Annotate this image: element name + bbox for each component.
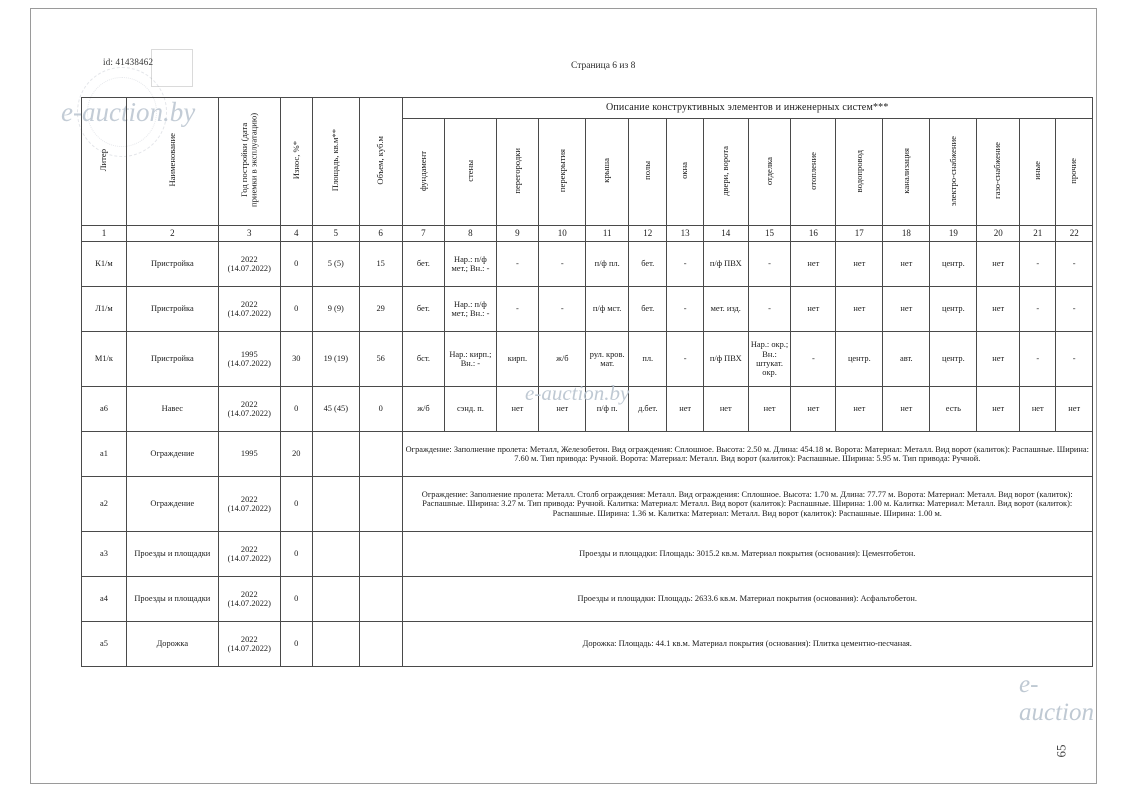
scan-artifact (151, 49, 193, 87)
colnum-5: 5 (312, 226, 359, 242)
cell-name: Пристройка (126, 332, 218, 387)
document-page (30, 8, 1097, 784)
cell-description: Дорожка: Площадь: 44.1 кв.м. Материал покрытия (основания): Плитка цементно-песчаная. (402, 622, 1092, 667)
cell-wear: 30 (280, 332, 312, 387)
cell-description: Проезды и площадки: Площадь: 3015.2 кв.м. Материал покрытия (основания): Цементобетон. (402, 532, 1092, 577)
cell-name: Проезды и площадки (126, 532, 218, 577)
header-wear: Износ, %* (280, 98, 312, 226)
cell-floor: бет. (629, 242, 667, 287)
watermark-top-left: e-auction.by (61, 97, 196, 127)
cell-gas: нет (977, 287, 1020, 332)
cell-gas: нет (977, 242, 1020, 287)
cell-walls: Нар.: п/ф мет.; Вн.: - (445, 287, 496, 332)
cell-wear: 0 (280, 387, 312, 432)
header-liter: Литер (82, 98, 127, 226)
header-heating: отопление (791, 119, 836, 226)
page-number-label: Страница 6 из 8 (571, 61, 636, 71)
cell-volume: 29 (359, 287, 402, 332)
header-roof: крыша (586, 119, 629, 226)
cell-year: 2022 (14.07.2022) (218, 477, 280, 532)
cell-windows: - (667, 287, 703, 332)
cell-roof: п/ф пл. (586, 242, 629, 287)
colnum-3: 3 (218, 226, 280, 242)
cell-walls: сэнд. п. (445, 387, 496, 432)
table-row (82, 532, 1093, 577)
table-row (82, 287, 1093, 332)
header-year: Год постройки (дата приемки в эксплуатацию) (218, 98, 280, 226)
colnum-22: 22 (1056, 226, 1093, 242)
cell-slabs: - (539, 287, 586, 332)
cell-gas: нет (977, 332, 1020, 387)
cell-year: 2022 (14.07.2022) (218, 387, 280, 432)
cell-floor: д.бет. (629, 387, 667, 432)
header-windows: окна (667, 119, 703, 226)
cell-name: Ограждение (126, 432, 218, 477)
colnum-6: 6 (359, 226, 402, 242)
cell-area: 45 (45) (312, 387, 359, 432)
header-partitions: перегородки (496, 119, 539, 226)
colnum-9: 9 (496, 226, 539, 242)
colnum-11: 11 (586, 226, 629, 242)
cell-liter: а4 (82, 577, 127, 622)
colnum-10: 10 (539, 226, 586, 242)
page-corner-number: 65 (1053, 744, 1069, 758)
header-area: Площадь, кв.м** (312, 98, 359, 226)
header-water-supply: водопровод (836, 119, 883, 226)
cell-year: 1995 (218, 432, 280, 477)
colnum-1: 1 (82, 226, 127, 242)
cell-year: 2022 (14.07.2022) (218, 577, 280, 622)
cell-sewer: авт. (883, 332, 930, 387)
header-doors-gates: двери, ворота (703, 119, 748, 226)
cell-area (312, 532, 359, 577)
table-header-group-row (82, 98, 1093, 119)
table-row (82, 387, 1093, 432)
cell-name: Проезды и площадки (126, 577, 218, 622)
colnum-17: 17 (836, 226, 883, 242)
cell-water: нет (836, 387, 883, 432)
cell-finishing: Нар.: окр.; Вн.: штукат. окр. (748, 332, 791, 387)
cell-heating: нет (791, 287, 836, 332)
cell-water: центр. (836, 332, 883, 387)
cell-partitions: нет (496, 387, 539, 432)
cell-roof: п/ф мст. (586, 287, 629, 332)
cell-doors: п/ф ПВХ (703, 332, 748, 387)
colnum-2: 2 (126, 226, 218, 242)
cell-liter: а2 (82, 477, 127, 532)
cell-windows: нет (667, 387, 703, 432)
cell-sewer: нет (883, 387, 930, 432)
cell-volume (359, 532, 402, 577)
cell-electricity: центр. (930, 287, 977, 332)
cell-liter: а5 (82, 622, 127, 667)
watermark-bottom-right: e-auction (1019, 671, 1094, 726)
cell-wear: 20 (280, 432, 312, 477)
cell-wear: 0 (280, 287, 312, 332)
cell-liter: Л1/м (82, 287, 127, 332)
cell-electricity: центр. (930, 332, 977, 387)
cell-volume (359, 432, 402, 477)
cell-water: нет (836, 242, 883, 287)
cell-gas: нет (977, 387, 1020, 432)
cell-heating: нет (791, 387, 836, 432)
header-electricity: электро-снабжение (930, 119, 977, 226)
cell-description: Ограждение: Заполнение пролета: Металл. Столб ограждения: Металл. Вид ограждения: Сплошное. Высота: 1.70 м. Длина: 77.77 м. Ворота: Материал: Металл. Вид ворот (калиток): Распашные. Ширина: 3.27 м. Тип привода: Ручной. Калитка: Материал: Металл. Вид ворот (калиток): Распашные. Ширина: 1.00 м. Калитка: Материал: Металл. Вид ворот (калиток): Распашные. Ширина: 1.36 м. Калитка: Материал: Металл. Вид ворот (калиток): Распашные. Ширина: 1.00 м. (402, 477, 1092, 532)
cell-sewer: нет (883, 242, 930, 287)
cell-wear: 0 (280, 577, 312, 622)
cell-liter: а6 (82, 387, 127, 432)
cell-area (312, 432, 359, 477)
header-foundation: фундамент (402, 119, 445, 226)
table-row (82, 577, 1093, 622)
colnum-20: 20 (977, 226, 1020, 242)
colnum-21: 21 (1020, 226, 1056, 242)
cell-wear: 0 (280, 532, 312, 577)
cell-other: - (1020, 287, 1056, 332)
header-construction-elements-group: Описание конструктивных элементов и инженерных систем*** (402, 98, 1092, 119)
cell-foundation: ж/б (402, 387, 445, 432)
cell-description: Проезды и площадки: Площадь: 2633.6 кв.м. Материал покрытия (основания): Асфальтобетон. (402, 577, 1092, 622)
cell-slabs: - (539, 242, 586, 287)
cell-volume (359, 577, 402, 622)
cell-finishing: нет (748, 387, 791, 432)
cell-area (312, 577, 359, 622)
cell-misc: - (1056, 242, 1093, 287)
header-gas-supply: газо-снабжение (977, 119, 1020, 226)
cell-sewer: нет (883, 287, 930, 332)
cell-roof: рул. кров. мат. (586, 332, 629, 387)
cell-slabs: ж/б (539, 332, 586, 387)
cell-electricity: есть (930, 387, 977, 432)
colnum-15: 15 (748, 226, 791, 242)
table-column-numbers-row (82, 226, 1093, 242)
cell-name: Ограждение (126, 477, 218, 532)
colnum-4: 4 (280, 226, 312, 242)
cell-electricity: центр. (930, 242, 977, 287)
cell-name: Дорожка (126, 622, 218, 667)
cell-volume: 0 (359, 387, 402, 432)
header-volume: Объем, куб.м (359, 98, 402, 226)
header-misc: прочие (1056, 119, 1093, 226)
cell-water: нет (836, 287, 883, 332)
colnum-13: 13 (667, 226, 703, 242)
cell-liter: а1 (82, 432, 127, 477)
header-walls: стены (445, 119, 496, 226)
header-sewerage: канализация (883, 119, 930, 226)
table-row (82, 242, 1093, 287)
cell-liter: К1/м (82, 242, 127, 287)
header-floors-slabs: перекрытия (539, 119, 586, 226)
cell-partitions: кирп. (496, 332, 539, 387)
colnum-7: 7 (402, 226, 445, 242)
header-finishing: отделка (748, 119, 791, 226)
cell-foundation: бет. (402, 287, 445, 332)
colnum-8: 8 (445, 226, 496, 242)
colnum-19: 19 (930, 226, 977, 242)
cell-name: Пристройка (126, 242, 218, 287)
cell-year: 2022 (14.07.2022) (218, 622, 280, 667)
cell-misc: - (1056, 287, 1093, 332)
cell-heating: - (791, 332, 836, 387)
cell-doors: мет. изд. (703, 287, 748, 332)
cell-name: Навес (126, 387, 218, 432)
document-id: id: 41438462 (103, 57, 154, 67)
cell-other: нет (1020, 387, 1056, 432)
table-row (82, 477, 1093, 532)
cell-foundation: бст. (402, 332, 445, 387)
cell-doors: нет (703, 387, 748, 432)
header-name: Наименование (126, 98, 218, 226)
header-other: иные (1020, 119, 1056, 226)
cell-name: Пристройка (126, 287, 218, 332)
cell-slabs: нет (539, 387, 586, 432)
table-row (82, 622, 1093, 667)
cell-partitions: - (496, 287, 539, 332)
cell-volume (359, 622, 402, 667)
header-floor: полы (629, 119, 667, 226)
cell-walls: Нар.: кирп.; Вн.: - (445, 332, 496, 387)
cell-area: 5 (5) (312, 242, 359, 287)
cell-other: - (1020, 332, 1056, 387)
technical-passport-table (81, 97, 1093, 667)
cell-doors: п/ф ПВХ (703, 242, 748, 287)
watermark-center: e-auction.by (525, 381, 630, 405)
colnum-14: 14 (703, 226, 748, 242)
cell-windows: - (667, 332, 703, 387)
cell-area: 19 (19) (312, 332, 359, 387)
cell-floor: пл. (629, 332, 667, 387)
cell-wear: 0 (280, 477, 312, 532)
cell-heating: нет (791, 242, 836, 287)
cell-finishing: - (748, 287, 791, 332)
cell-finishing: - (748, 242, 791, 287)
cell-year: 1995 (14.07.2022) (218, 332, 280, 387)
table-row (82, 332, 1093, 387)
cell-volume (359, 477, 402, 532)
cell-partitions: - (496, 242, 539, 287)
cell-wear: 0 (280, 242, 312, 287)
table-row (82, 432, 1093, 477)
cell-misc: - (1056, 332, 1093, 387)
cell-year: 2022 (14.07.2022) (218, 242, 280, 287)
cell-liter: а3 (82, 532, 127, 577)
cell-walls: Нар.: п/ф мет.; Вн.: - (445, 242, 496, 287)
cell-misc: нет (1056, 387, 1093, 432)
cell-other: - (1020, 242, 1056, 287)
cell-floor: бет. (629, 287, 667, 332)
cell-year: 2022 (14.07.2022) (218, 287, 280, 332)
colnum-16: 16 (791, 226, 836, 242)
cell-description: Ограждение: Заполнение пролета: Металл, Железобетон. Вид ограждения: Сплошное. Высота: 2.50 м. Длина: 454.18 м. Ворота: Материал: Металл. Вид ворот (калиток): Распашные. Ширина: 7.60 м. Тип привода: Ручной. Ворота: Материал: Металл. Вид ворот (калиток): Распашные. Ширина: 5.95 м. Тип привода: Ручной. (402, 432, 1092, 477)
cell-area: 9 (9) (312, 287, 359, 332)
cell-roof: п/ф п. (586, 387, 629, 432)
cell-wear: 0 (280, 622, 312, 667)
cell-year: 2022 (14.07.2022) (218, 532, 280, 577)
cell-foundation: бет. (402, 242, 445, 287)
cell-volume: 56 (359, 332, 402, 387)
cell-windows: - (667, 242, 703, 287)
cell-liter: М1/к (82, 332, 127, 387)
cell-area (312, 477, 359, 532)
cell-volume: 15 (359, 242, 402, 287)
cell-area (312, 622, 359, 667)
colnum-18: 18 (883, 226, 930, 242)
colnum-12: 12 (629, 226, 667, 242)
